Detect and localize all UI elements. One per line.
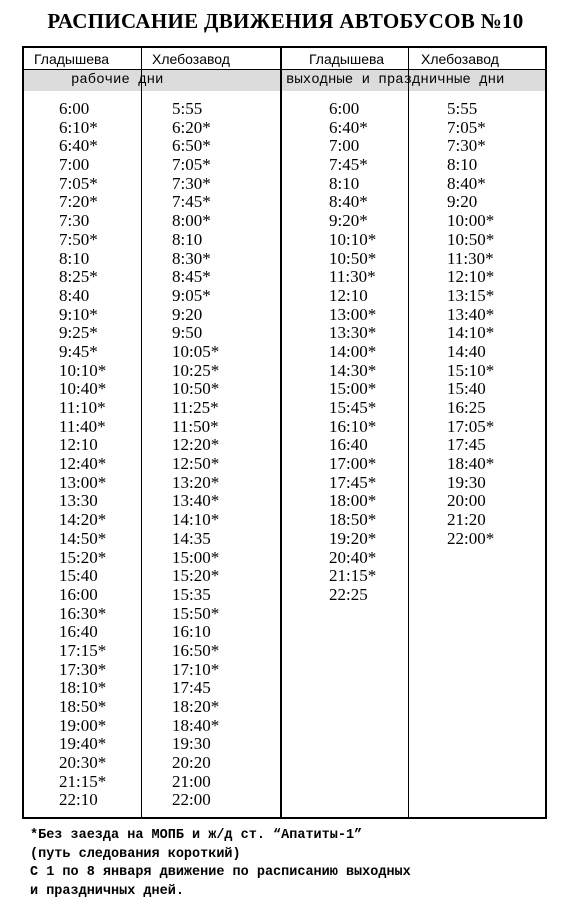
departure-time: 7:50*: [59, 229, 98, 249]
departure-time: 9:50: [172, 323, 203, 343]
times-weekend-gladysheva: [329, 100, 376, 605]
departure-time: 16:00: [59, 584, 98, 604]
departure-time: 13:40*: [172, 491, 220, 511]
departure-time: 8:45*: [172, 267, 211, 287]
departure-time: 12:10: [59, 435, 98, 455]
departure-time: 19:30: [447, 472, 486, 492]
departure-time: 15:00*: [329, 379, 377, 399]
departure-time: 7:45*: [329, 155, 368, 175]
departure-time: 17:45: [447, 435, 486, 455]
departure-time: 8:10: [447, 155, 478, 175]
departure-time: 17:00*: [329, 454, 377, 474]
departure-time: 21:00: [172, 771, 211, 791]
departure-time: 12:40*: [59, 454, 107, 474]
header-weekend-khlebozavod: Хлебозавод: [421, 51, 499, 67]
departure-time: 17:05*: [447, 416, 495, 436]
departure-time: 8:25*: [59, 267, 98, 287]
departure-time: 19:20*: [329, 528, 377, 548]
header-divider: [24, 69, 545, 70]
header-workdays-khlebozavod: Хлебозавод: [152, 51, 230, 67]
departure-time: 17:10*: [172, 659, 220, 679]
page-title: РАСПИСАНИЕ ДВИЖЕНИЯ АВТОБУСОВ №10: [47, 9, 524, 33]
departure-time: 15:35: [172, 584, 211, 604]
departure-time: 7:30*: [447, 136, 486, 156]
departure-time: 11:10*: [59, 398, 106, 417]
departure-time: 20:20: [172, 753, 211, 773]
departure-time: 14:10*: [172, 510, 220, 530]
departure-time: 13:00*: [59, 472, 107, 492]
departure-time: 16:50*: [172, 640, 220, 660]
departure-time: 8:00*: [172, 211, 211, 231]
departure-time: 10:25*: [172, 360, 220, 380]
departure-time: 9:20: [447, 192, 478, 212]
departure-time: 15:20*: [59, 547, 107, 567]
departure-time: 9:05*: [172, 285, 211, 305]
departure-time: 8:30*: [172, 248, 211, 268]
departure-time: 14:50*: [59, 528, 107, 548]
departure-time: 6:50*: [172, 136, 211, 156]
departure-time: 10:10*: [59, 360, 107, 380]
departure-time: 18:00*: [329, 491, 377, 511]
departure-time: 13:30: [59, 491, 98, 511]
departure-time: 14:20*: [59, 510, 107, 530]
departure-time: 10:10*: [329, 229, 377, 249]
departure-time: 9:10*: [59, 304, 98, 324]
departure-time: 7:05*: [59, 173, 98, 193]
departure-time: 21:15*: [59, 771, 107, 791]
departure-time: 8:40*: [447, 173, 486, 193]
departure-time: 8:10: [172, 229, 203, 249]
departure-time: 15:50*: [172, 603, 220, 623]
departure-time: 6:00: [59, 99, 90, 118]
departure-time: 7:20*: [59, 192, 98, 212]
departure-time: 10:50*: [172, 379, 220, 399]
departure-time: 7:05*: [447, 117, 486, 137]
departure-time: 8:40: [59, 285, 90, 305]
times-workdays-gladysheva: [59, 100, 106, 810]
departure-time: 15:20*: [172, 566, 220, 586]
departure-time: 6:10*: [59, 117, 98, 137]
times-workdays-khlebozavod: [172, 100, 219, 810]
departure-time: 6:40*: [329, 117, 368, 137]
departure-time: 16:25: [447, 398, 486, 417]
departure-time: 19:30: [172, 734, 211, 754]
departure-time: 18:50*: [329, 510, 377, 530]
departure-time: 8:10: [59, 248, 90, 268]
departure-time: 14:00*: [329, 341, 377, 361]
departure-time: 14:35: [172, 528, 211, 548]
departure-time: 13:40*: [447, 304, 495, 324]
departure-time: 13:20*: [172, 472, 220, 492]
subheader-workdays: рабочие дни: [71, 72, 164, 88]
departure-time: 10:00*: [447, 211, 495, 231]
departure-time: 11:25*: [172, 398, 219, 417]
departure-time: 9:20*: [329, 211, 368, 231]
departure-time: 18:20*: [172, 697, 220, 716]
column-divider: [141, 48, 142, 817]
departure-time: 7:00: [329, 136, 360, 156]
departure-time: 17:45*: [329, 472, 377, 492]
departure-time: 19:40*: [59, 734, 107, 754]
column-divider: [408, 48, 409, 817]
departure-time: 9:20: [172, 304, 203, 324]
departure-time: 17:30*: [59, 659, 107, 679]
header-weekend-gladysheva: Гладышева: [309, 51, 385, 67]
departure-time: 10:40*: [59, 379, 107, 399]
departure-time: 15:40: [447, 379, 486, 399]
departure-time: 8:10: [329, 173, 360, 193]
times-weekend-khlebozavod: [447, 100, 494, 549]
departure-time: 18:50*: [59, 697, 107, 716]
departure-time: 17:45: [172, 678, 211, 698]
departure-time: 14:30*: [329, 360, 377, 380]
departure-time: 5:55: [172, 99, 203, 118]
departure-time: 16:30*: [59, 603, 107, 623]
footnotes: [30, 827, 411, 901]
departure-time: 12:50*: [172, 454, 220, 474]
departure-time: 7:05*: [172, 155, 211, 175]
schedule-table: [22, 46, 547, 819]
departure-time: 14:10*: [447, 323, 495, 343]
departure-time: 21:15*: [329, 566, 377, 586]
departure-time: 16:40: [59, 622, 98, 642]
departure-time: 8:40*: [329, 192, 368, 212]
departure-time: 22:00: [172, 790, 211, 810]
footnote-line: и праздничных дней.: [30, 883, 184, 899]
departure-time: 16:10: [172, 622, 211, 642]
departure-time: 7:00: [59, 155, 90, 175]
departure-time: 6:00: [329, 99, 360, 118]
departure-time: 17:15*: [59, 640, 107, 660]
departure-time: 11:40*: [59, 416, 106, 436]
departure-time: 11:30*: [447, 248, 494, 268]
departure-time: 20:00: [447, 491, 486, 511]
departure-time: 15:40: [59, 566, 98, 586]
departure-time: 12:10*: [447, 267, 495, 287]
departure-time: 5:55: [447, 99, 478, 118]
departure-time: 18:40*: [447, 454, 495, 474]
departure-time: 7:30*: [172, 173, 211, 193]
departure-time: 6:40*: [59, 136, 98, 156]
departure-time: 20:40*: [329, 547, 377, 567]
departure-time: 20:30*: [59, 753, 107, 773]
header-workdays-gladysheva: Гладышева: [34, 51, 110, 67]
departure-time: 22:25: [329, 584, 368, 604]
departure-time: 12:20*: [172, 435, 220, 455]
departure-time: 15:45*: [329, 398, 377, 417]
departure-time: 10:05*: [172, 341, 220, 361]
departure-time: 15:10*: [447, 360, 495, 380]
departure-time: 15:00*: [172, 547, 220, 567]
subheader-weekend: выходные и праздничные дни: [286, 72, 505, 88]
footnote-line: *Без заезда на МОПБ и ж/д ст. “Апатиты-1”: [30, 828, 363, 843]
departure-time: 6:20*: [172, 117, 211, 137]
departure-time: 16:10*: [329, 416, 377, 436]
departure-time: 11:30*: [329, 267, 376, 287]
departure-time: 13:30*: [329, 323, 377, 343]
departure-time: 22:00*: [447, 528, 495, 548]
departure-time: 22:10: [59, 790, 98, 810]
departure-time: 11:50*: [172, 416, 219, 436]
departure-time: 13:00*: [329, 304, 377, 324]
departure-time: 14:40: [447, 341, 486, 361]
departure-time: 19:00*: [59, 715, 107, 735]
departure-time: 9:25*: [59, 323, 98, 343]
departure-time: 18:10*: [59, 678, 107, 698]
departure-time: 10:50*: [329, 248, 377, 268]
footnote-line: С 1 по 8 января движение по расписанию выходных: [30, 865, 411, 880]
departure-time: 21:20: [447, 510, 486, 530]
footnote-line: (путь следования короткий): [30, 846, 241, 862]
departure-time: 13:15*: [447, 285, 495, 305]
departure-time: 18:40*: [172, 715, 220, 735]
departure-time: 7:45*: [172, 192, 211, 212]
departure-time: 10:50*: [447, 229, 495, 249]
departure-time: 7:30: [59, 211, 90, 231]
departure-time: 12:10: [329, 285, 368, 305]
departure-time: 16:40: [329, 435, 368, 455]
section-divider: [280, 48, 282, 817]
departure-time: 9:45*: [59, 341, 98, 361]
